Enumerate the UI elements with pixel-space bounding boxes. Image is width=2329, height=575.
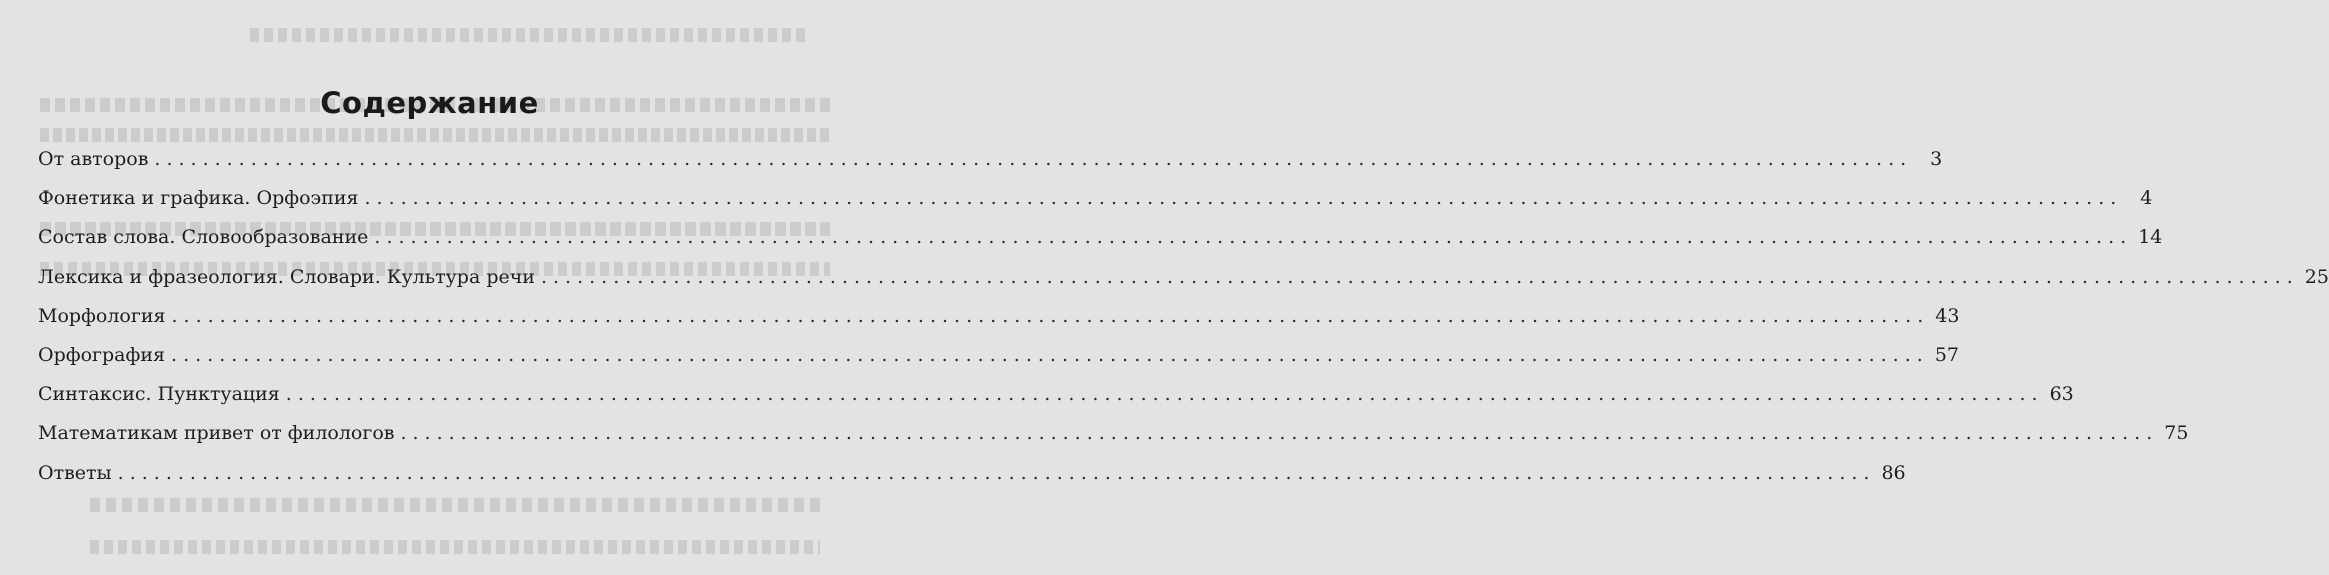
toc-entry-title: Синтаксис. Пунктуация (38, 383, 280, 406)
dot-leader: .................................................................................................................................................. (171, 304, 1930, 327)
dot-leader: .................................................................................................................................................. (364, 187, 2123, 210)
toc-entry-page: 4 (2140, 187, 2153, 210)
toc-entry-title: От авторов (38, 148, 149, 170)
toc-entry-page: 86 (1881, 461, 1906, 484)
toc-entry[interactable] (38, 381, 2074, 420)
toc-entry-title: Состав слова. Словообразование (38, 226, 369, 249)
dot-leader: .................................................................................................................................................. (285, 383, 2044, 406)
toc-entry-title: Орфография (38, 343, 166, 366)
toc-entry[interactable] (38, 342, 1959, 381)
bleed-through-decoration (250, 28, 810, 42)
toc-entry[interactable] (38, 146, 1943, 185)
dot-leader: .................................................................................................................................................. (374, 226, 2133, 249)
toc-entry[interactable] (38, 420, 2189, 459)
toc-entry-title: Ответы (38, 461, 112, 484)
toc-entry[interactable] (38, 224, 2163, 263)
toc-entry-page: 75 (2164, 422, 2189, 445)
toc-entry-page: 63 (2049, 383, 2074, 406)
toc-entry-page: 43 (1935, 304, 1960, 327)
toc-entry-title: Фонетика и графика. Орфоэпия (38, 187, 359, 210)
toc-entry-page: 57 (1934, 343, 1959, 366)
bleed-through-decoration (90, 498, 820, 512)
bleed-through-decoration (40, 128, 830, 142)
dot-leader: .................................................................................................................................................. (400, 422, 2159, 445)
toc-entry-title: Математикам привет от филологов (38, 422, 395, 445)
bleed-through-decoration (90, 540, 820, 554)
toc-entry-page: 3 (1930, 148, 1943, 170)
dot-leader: .................................................................................................................................................. (154, 148, 1913, 170)
toc-entry[interactable] (38, 303, 1960, 342)
toc-entry-page: 14 (2138, 226, 2163, 249)
toc-entry-title: Лексика и фразеология. Словари. Культура речи (38, 265, 535, 288)
toc-entry[interactable] (38, 264, 2329, 303)
toc-entry[interactable] (38, 460, 1906, 499)
toc-entry-page: 25 (2304, 265, 2329, 288)
dot-leader: .................................................................................................................................................. (117, 461, 1876, 484)
dot-leader: .................................................................................................................................................. (171, 343, 1929, 366)
toc-entry-title: Морфология (38, 304, 166, 327)
table-of-contents (38, 146, 2329, 499)
dot-leader: .................................................................................................................................................. (540, 265, 2299, 288)
page-title: Содержание (320, 86, 539, 120)
toc-entry[interactable] (38, 185, 2153, 224)
